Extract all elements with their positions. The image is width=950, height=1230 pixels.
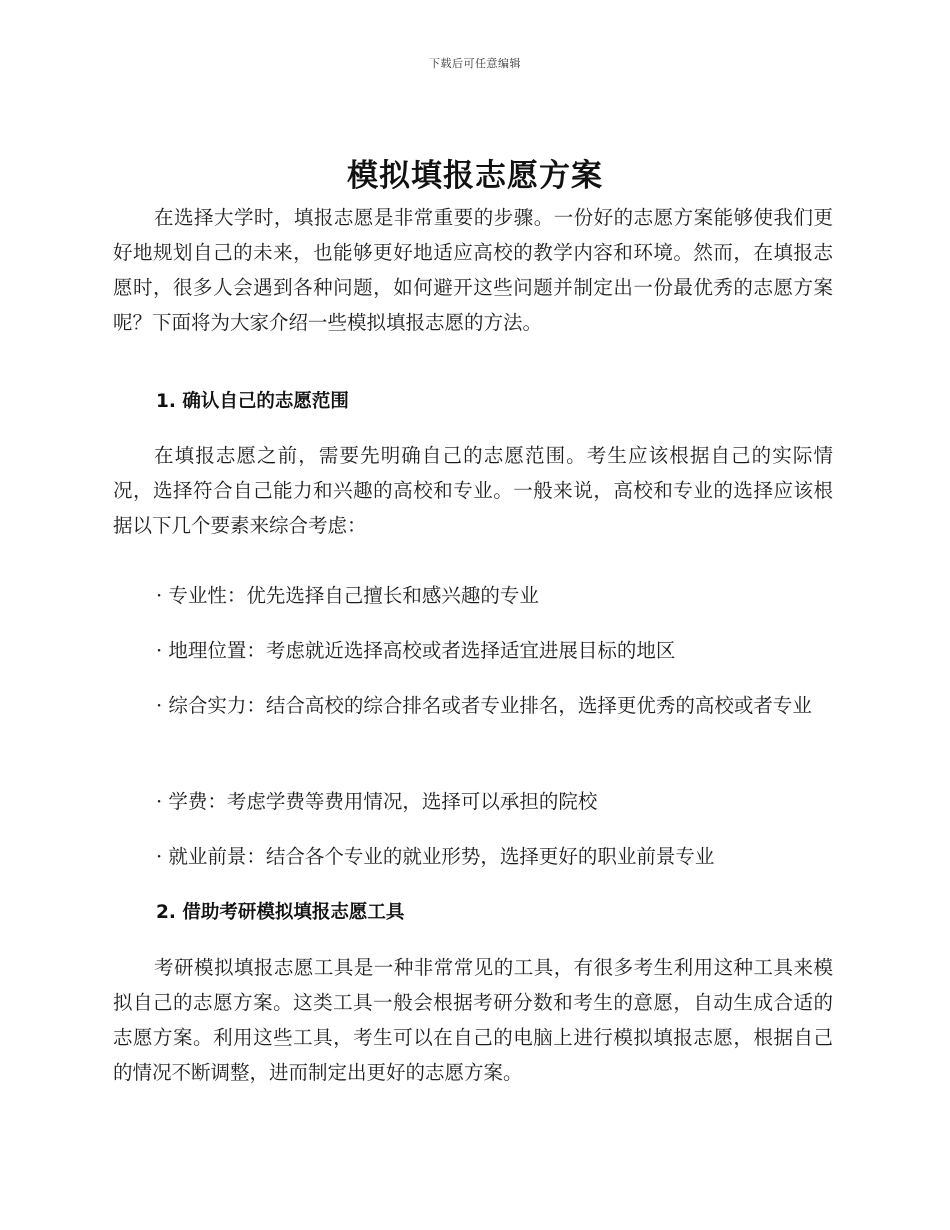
- bullet-item: · 专业性：优先选择自己擅长和感兴趣的专业: [156, 584, 539, 607]
- bullet-block-5: [113, 839, 833, 874]
- bullet-item: · 就业前景：结合各个专业的就业形势，选择更好的职业前景专业: [156, 845, 715, 868]
- section1-heading-block: [113, 384, 833, 419]
- bullet-item: · 地理位置：考虑就近选择高校或者选择适宜进展目标的地区: [156, 639, 676, 662]
- section1-body: [113, 438, 833, 543]
- document-title: 模拟填报志愿方案: [347, 158, 603, 194]
- intro-paragraph: 在选择大学时，填报志愿是非常重要的步骤。一份好的志愿方案能够使我们更好地规划自己的未来，也能够更好地适应高校的教学内容和环境。然而，在填报志愿时，很多人会遇到各种问题，如何避开这些问题并制定出一份最优秀的志愿方案呢？下面将为大家介绍一些模拟填报志愿的方法。: [113, 206, 833, 334]
- section2-paragraph: 考研模拟填报志愿工具是一种非常常见的工具，有很多考生利用这种工具来模拟自己的志愿方案。这类工具一般会根据考研分数和考生的意愿，自动生成合适的志愿方案。利用这些工具，考生可以在自己的电脑上进行模拟填报志愿，根据自己的情况不断调整，进而制定出更好的志愿方案。: [113, 956, 833, 1084]
- bullet-item: · 综合实力：结合高校的综合排名或者专业排名，选择更优秀的高校或者专业: [156, 694, 812, 717]
- section1-paragraph: 在填报志愿之前，需要先明确自己的志愿范围。考生应该根据自己的实际情况，选择符合自己能力和兴趣的高校和专业。一般来说，高校和专业的选择应该根据以下几个要素来综合考虑：: [113, 444, 833, 537]
- section1-heading: 1. 确认自己的志愿范围: [156, 391, 349, 412]
- intro-section: [113, 200, 833, 340]
- bullet-block-1: [113, 578, 833, 613]
- section2-heading: 2. 借助考研模拟填报志愿工具: [156, 902, 405, 923]
- bullet-item: · 学费：考虑学费等费用情况，选择可以承担的院校: [156, 790, 598, 813]
- section2-body: [113, 950, 833, 1090]
- bullet-block-4: [113, 784, 833, 819]
- bullet-block-2: [113, 633, 833, 668]
- section2-heading-block: [113, 895, 833, 930]
- bullet-block-3: [113, 688, 833, 723]
- header-note: 下载后可任意编辑: [429, 57, 521, 70]
